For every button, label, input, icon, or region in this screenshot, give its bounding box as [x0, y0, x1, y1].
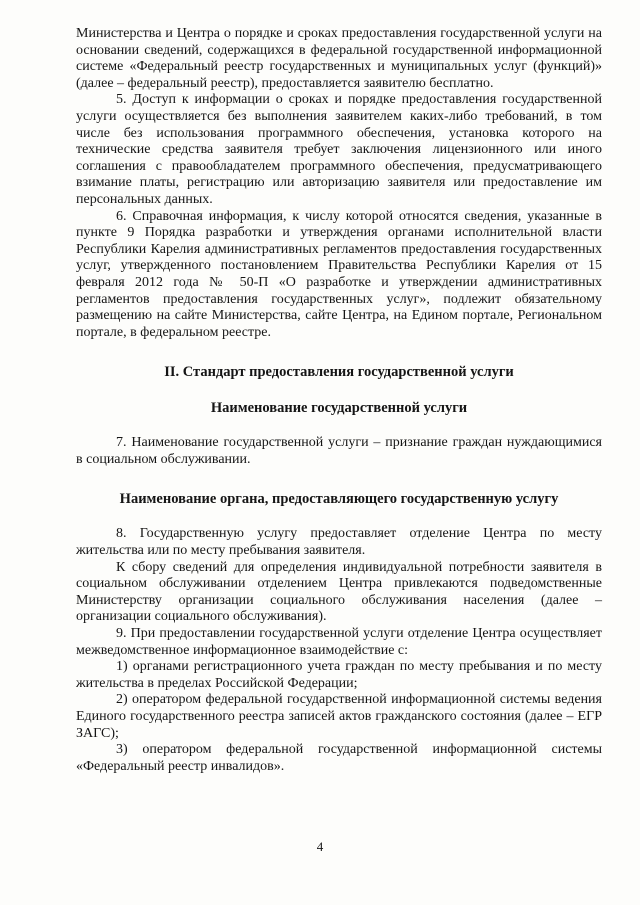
page-number: 4 [316, 839, 324, 854]
paragraph-7: 7. Наименование государственной услуги – признание граждан нуждающимися в социальном обслуживании. [76, 435, 602, 467]
paragraph-5: 5. Доступ к информации о сроках и порядке предоставления государственной услуги осуществляется без выполнения заявителем каких-либо требований, в том числе без использования программного обеспечения, установка которого на технические средства заявителя требует заключения лицензионного или иного соглашения с правообладателем программного обеспечения, предусматривающего взимание платы, регистрацию или авторизацию заявителя или предоставление им персональных данных. [76, 92, 602, 207]
paragraph-8-continued: К сбору сведений для определения индивидуальной потребности заявителя в социальном обслуживании отделением Центра привлекаются подведомственные Министерству организации социального обслуживания населения (далее – организации социального обслуживания). [76, 559, 602, 625]
section-title: II. Стандарт предоставления государственной услуги [164, 364, 514, 381]
list-item-1: 1) органами регистрационного учета граждан по месту пребывания и по месту жительства в пределах Российской Федерации; [76, 659, 602, 691]
subsection-title-authority: Наименование органа, предоставляющего государственную услугу [119, 491, 559, 508]
paragraph-continuation: Министерства и Центра о порядке и сроках предоставления государственной услуги на основании сведений, содержащихся в федеральной государственной информационной системе «Федеральный реестр государственных и муниципальных услуг (функций)» (далее – федеральный реестр), предоставляется заявителю бесплатно. [76, 26, 602, 91]
paragraph-8: 8. Государственную услугу предоставляет отделение Центра по месту жительства или по месту пребывания заявителя. [76, 526, 602, 559]
subsection-title-service-name: Наименование государственной услуги [210, 400, 468, 417]
list-item-2: 2) оператором федеральной государственной информационной системы ведения Единого государственного реестра записей актов гражданского состояния (далее – ЕГР ЗАГС); [76, 692, 602, 741]
list-item-3: 3) оператором федеральной государственной информационной системы «Федеральный реестр инвалидов». [76, 742, 602, 774]
paragraph-6: 6. Справочная информация, к числу которой относятся сведения, указанные в пункте 9 Порядка разработки и утверждения органами исполнительной власти Республики Карелия административных регламентов предоставления государственных услуг, утвержденного постановлением Правительства Республики Карелия от 15 февраля 2012 года № 50-П «О разработке и утверждении административных регламентов предоставления государственных услуг», подлежит обязательному размещению на сайте Министерства, сайте Центра, на Едином портале, Региональном портале, в федеральном реестре. [76, 208, 602, 340]
paragraph-9: 9. При предоставлении государственной услуги отделение Центра осуществляет межведомственное информационное взаимодействие с: [76, 626, 602, 658]
